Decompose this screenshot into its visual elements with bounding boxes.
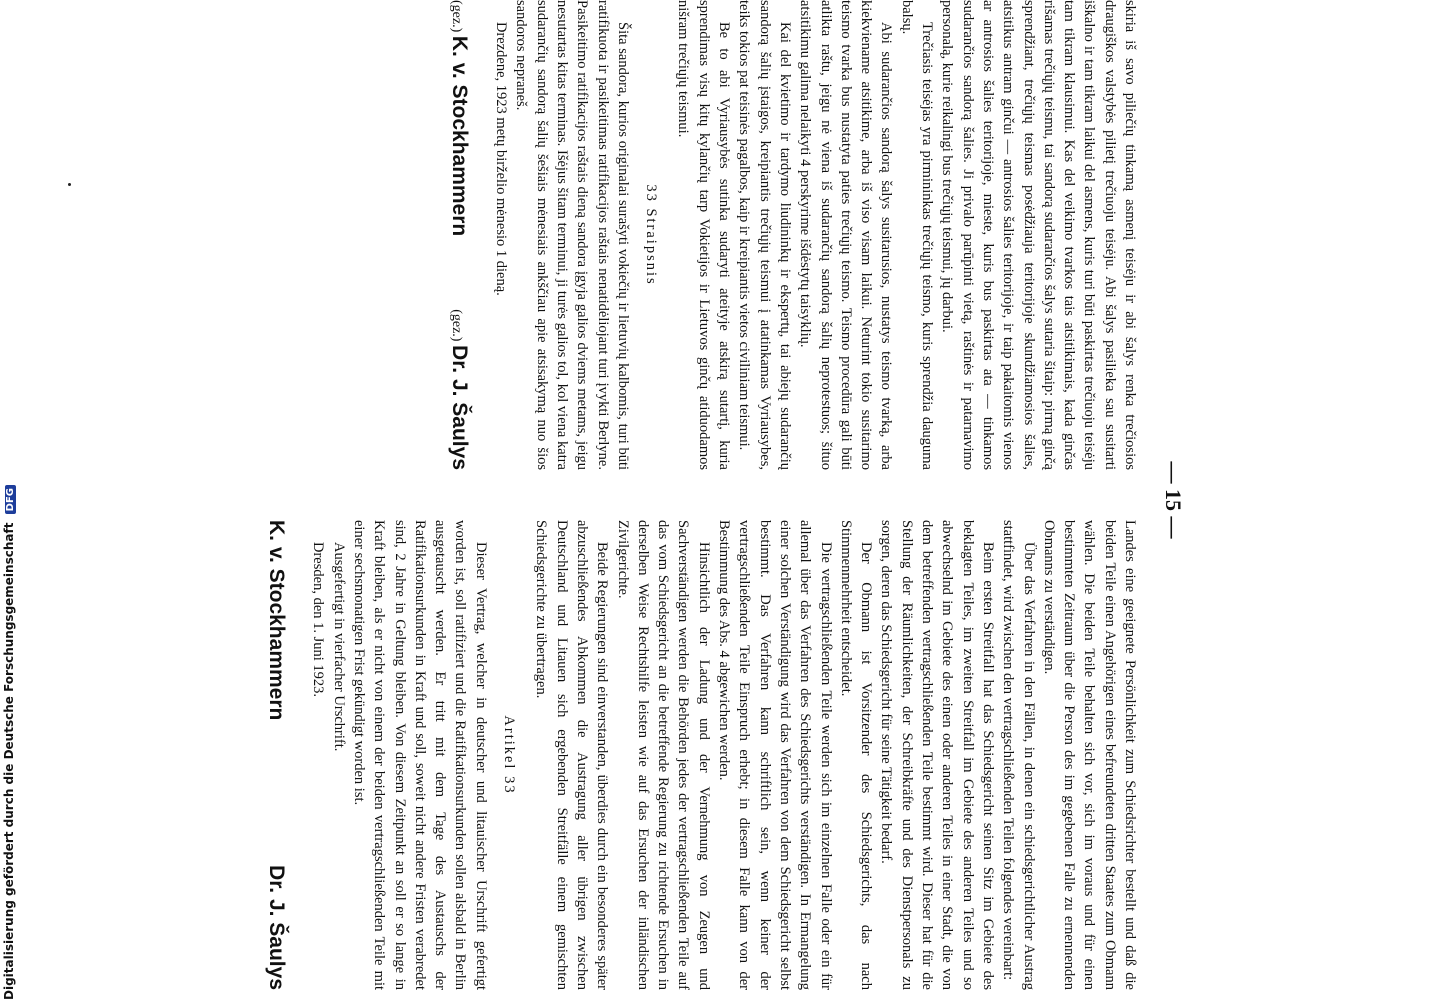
lt-signature-left (446, 0, 469, 236)
lt-article-text: Šita sandora, kurios originalai surašyti vokiečių ir lietuvių kalbomis, turi būti ratifikuota ir pasikeitimas ratifikacijos raštais nenatidėliojant turi įvykti Berlyne. Pasikeitimo ratifikacijos raštais dieną sandora įgyja galios dviems metams, jeigu nesutartas kitas terminas. Išėjus šitam terminui, ji turės galios tol, kol viena katra sudarančių sandorą šalių šešiais mėnesiais ankščiau apie atsisakymą nuo šios sandoros nepraneš. (513, 0, 631, 470)
lithuanian-column (446, 0, 1141, 470)
de-paragraph: Landes eine geeignete Persönlichkeit zum Schiedsrichter bestellt und daß die beiden Teile einen Angehörigen eines befreundeten dritten Staates zum Obmann wählen. Die beiden Teile behalten sich vor, sich im voraus und für einen bestimmten Zeitraum über die Person des im gegebenen Falle zu ernennenden Obmanns zu verständigen. (1040, 520, 1138, 990)
lt-sig-right-name: Dr. J. Šaulys (447, 345, 471, 470)
de-executed: Ausgefertigt in vierfacher Urschrift. (330, 542, 347, 752)
lt-sig-left-name: K. v. Stockhammern (447, 35, 471, 237)
lt-paragraph: Abi sudarančios sandorą šalys susitarusios, nustatys teismo tvarką, arba kiekviename atsitikime, arba iš viso visam laikui. Neturint tokio susitarimo teismo tvarka bus nustatyta paties trečiųjų teismo. Teismo procedūra gali būti atlikta raštu, jeigu nė viena iš sudarančių sandorą šalių neprotestuos; šituo atsitikimu galima nelaikyti 4 perskyrime išdėstytų taisyklių. (797, 0, 895, 470)
de-paragraph: Über das Verfahren in den Fällen, in denen ein schiedsgerichtlicher Austrag stattfindet, wird zwischen den vertragschließenden Teilen folgendes vereinbart: (1000, 520, 1037, 990)
de-place-date: Dresden, den 1. Juni 1923. (310, 542, 327, 698)
lt-paragraph: skiria iš savo piliečių tinkamą asmenį teisėju ir abi šalys renka trečiosios draugiškos valstybės pilietį trečiuoju teisėju. Abi šalys pasilieka sau susitarti iškalno ir tam tikram laikui del asmens, kuris turi būti paskirtas trečiuoju teisėju tam tikram klausimui. Kas del veikimo tvarkos tais atsitikimais, kada ginčas rišamas trečiųjų teismu, tai sandorą sudarančios šalys sutaria šitaip: pirmą ginčą sprendžiant, trečiųjų teismas posėdžiauja teritorijoje skundžiamosios šalies, atsitikus antram ginčui — antrosios šalies teritorijoje, ir taip pakaitomis vienos ar antrosios šalies teritorijoje, mieste, kuris bus paskirtas ata — tinkamos sudarančios sandorą šalies. Ji privalo parūpinti vietą, raštinės ir patarnavimo personalą, kurie reikalingi bus trečiųjų teismui, jų darbui. (939, 0, 1138, 470)
de-sig-right-name: Dr. J. Šaulys (265, 865, 289, 990)
de-paragraph: Beide Regierungen sind einverstanden, überdies durch ein besonderes später abzuschließendes Abkommen die Austragung aller übrigen zwischen Deutschland und Litauen sich ergebenden Streitfälle einem gemischten Schiedsgerichte zu übertragen. (533, 520, 611, 990)
page-number: — 15 — (1161, 461, 1186, 539)
lt-paragraph: Be to abi Vyriausybės sutinka sudaryti ateityje atskirą sutartį, kuria sprendimas visų kitų kylančių tarp Vokietijos ir Lietuvos ginčų atiduodamos nišram trečiųjų teismui. (675, 0, 733, 470)
de-paragraph: Beim ersten Streitfall hat das Schiedsgericht seinen Sitz im Gebiete des beklagten Teiles, im zweiten Streitfall im Gebiete des anderen Teiles und so abwechselnd im Gebiete des einen oder anderen Teiles in einer Stadt, die von dem betreffenden vertragschließenden Teile bestimmt wird. Dieser hat für die Stellung der Räumlichkeiten, der Schreibkräfte und des Dienstpersonals zu sorgen, deren das Schiedsgericht für seine Tätigkeit bedarf. (878, 520, 996, 990)
lt-sig-right-prefix: (gez.) (448, 309, 464, 342)
de-article-title: Artikel 33 (501, 715, 518, 795)
de-paragraph: Hinsichtlich der Ladung und der Vernehmung von Zeugen und Sachverständigen werden die Behörden jedes der vertragschließenden Teile auf das vom Schiedsgericht an die betreffende Regierung zu richtende Ersuchen in derselben Weise Rechtshilfe leisten wie auf das Ersuchen der inländischen Zivilgerichte. (614, 520, 712, 990)
de-paragraph: Die vertragschließenden Teile werden sich im einzelnen Falle oder ein für allemal über das Verfahren des Schiedsgerichts verständigen. In Ermangelung einer solchen Verständigung wird das Verfahren von dem Schiedsgericht selbst bestimmt. Das Verfahren kann schriftlich sein, wenn keiner der vertragschließenden Teile Einspruch erhebt; in diesem Falle kann von der Bestimmung des Abs. 4 abgewichen werden. (716, 520, 834, 990)
lt-paragraph: Kai del kvietimo ir tardymo liudininkų ir ekspertų, tai abiejų sudarančių sandorą šalių įstaigos, kreipiantis trečiųjų teismui į atatinkamas Vyriausybes, teiks tokios pat teisinės pagalbos, kaip ir kreipiantis vietos civiliniam teismui. (736, 0, 793, 470)
de-sig-left-name: K. v. Stockhammern (265, 520, 289, 721)
scan-speck (68, 183, 71, 186)
dfg-logo: DFG (5, 485, 16, 514)
lt-signatures (446, 0, 469, 470)
lt-sig-left-prefix: (gez.) (448, 0, 464, 33)
de-paragraph: Der Obmann ist Vorsitzender des Schiedsgerichts, das nach Stimmenmehrheit entscheidet. (837, 520, 875, 990)
digitization-note-text: Digitalisierung gefördert durch die Deutsche Forschungsgemeinschaft (2, 522, 16, 1000)
lt-paragraph: Trečiasis teisėjas yra pirmininkas trečiųjų teismo, kuris sprendžia dauguma balsų. (898, 0, 936, 470)
lt-signature-right (446, 309, 469, 470)
rotated-page (140, 0, 1260, 1000)
lt-place-date: Drezdene, 1923 metų birželio mėnesio 1 dieną. (493, 22, 510, 296)
digitization-note (2, 485, 16, 1000)
lt-article-title: 33 Straipsnis (643, 184, 660, 286)
de-article-text: Dieser Vertrag, welcher in deutscher und litauischer Urschrift gefertigt worden ist, soll ratifiziert und die Ratifikationsurkunden sollen alsbald in Berlin ausgetauscht werden. Er tritt mit dem Tage des Austauschs der Ratifikationsurkunden in Kraft und soll, soweit nicht andere Fristen verabredet sind, 2 Jahre in Geltung bleiben. Von diesem Zeitpunkt an soll er so lange in Kraft bleiben, als er nicht von einem der beiden vertragschließenden Teile mit einer sechsmonatigen Frist gekündigt worden ist. (351, 520, 489, 990)
de-signatures (265, 520, 289, 990)
german-column (266, 520, 1140, 990)
